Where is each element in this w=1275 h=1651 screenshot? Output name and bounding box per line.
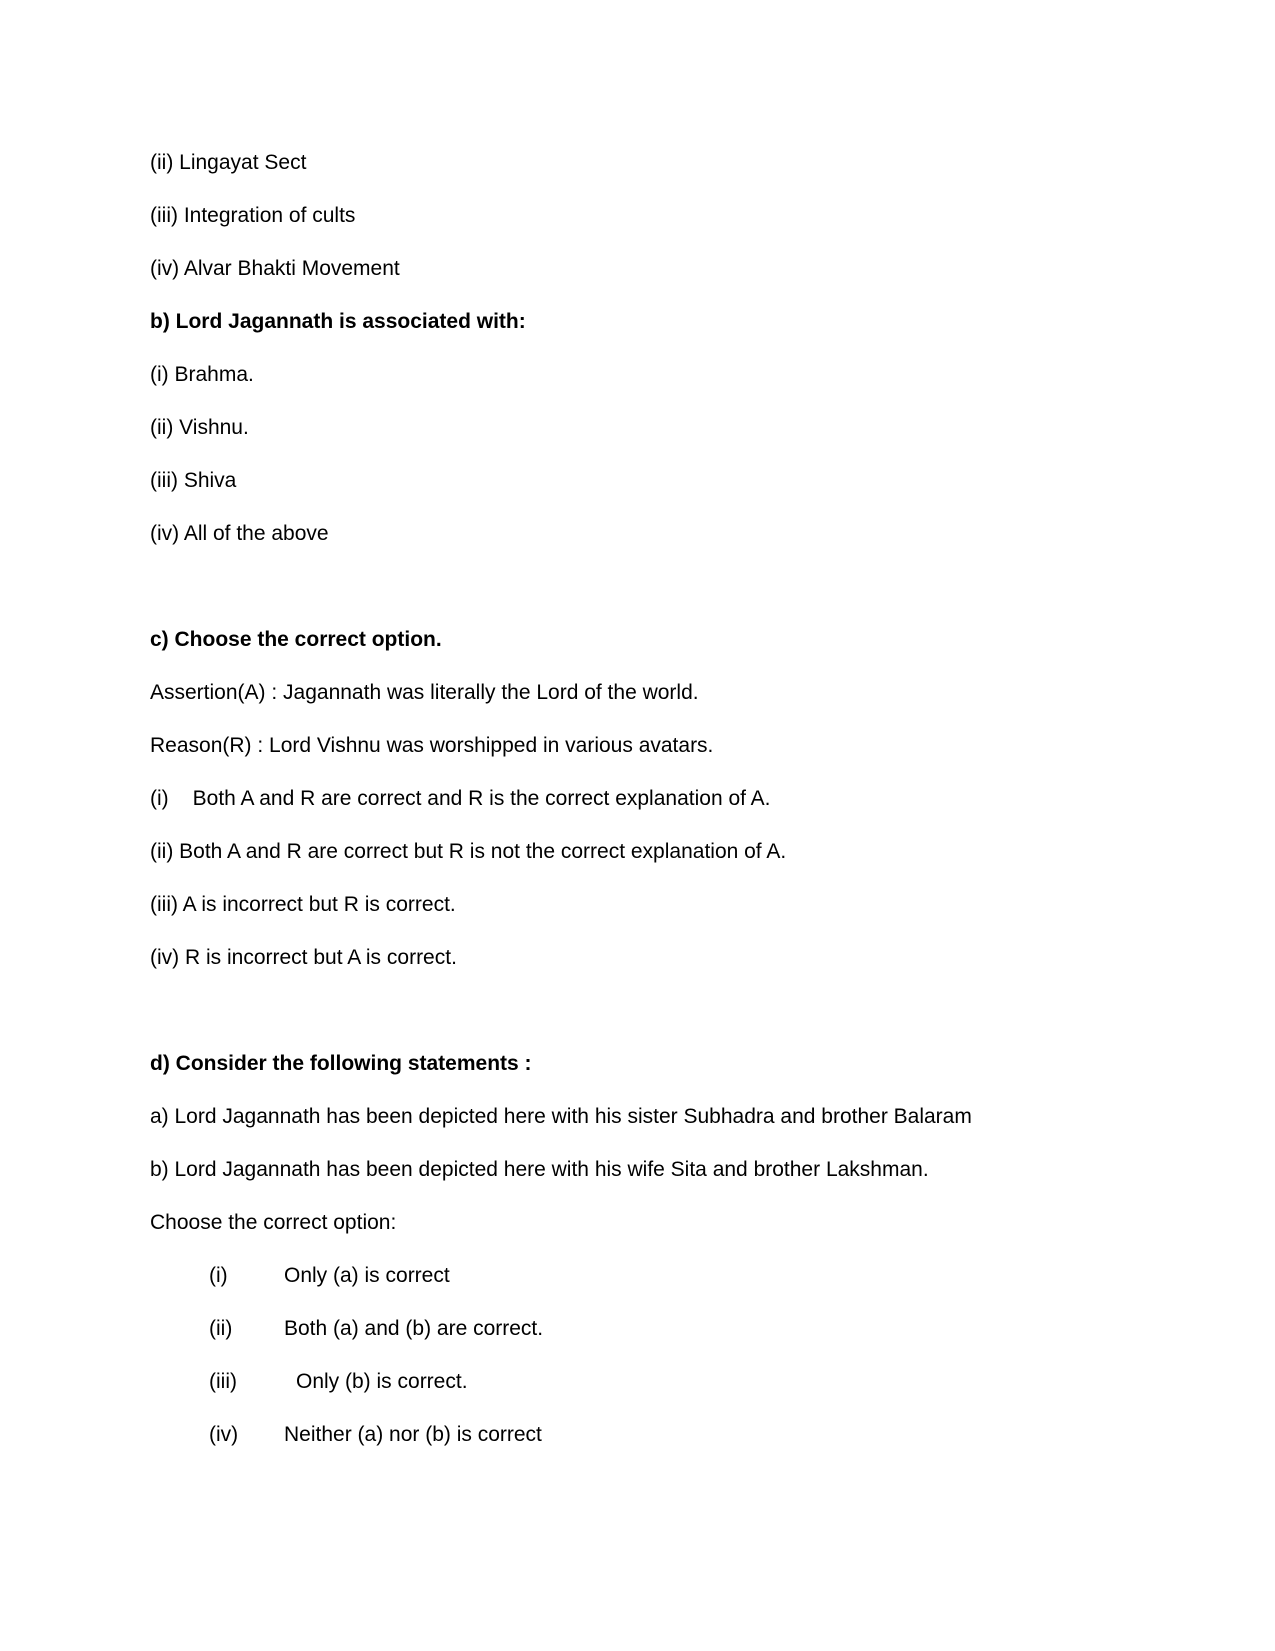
q-a-option-iii: (iii) Integration of cults — [150, 204, 356, 227]
q-d-option-iv-num: (iv) — [209, 1423, 239, 1446]
q-b-option-i: (i) Brahma. — [150, 363, 254, 386]
q-a-option-iv: (iv) Alvar Bhakti Movement — [150, 257, 400, 280]
q-d-option-ii-num: (ii) — [209, 1317, 233, 1340]
q-d-option-iii-num: (iii) — [209, 1370, 237, 1393]
q-c-option-ii: (ii) Both A and R are correct but R is not the correct explanation of A. — [150, 840, 787, 863]
q-d-statement-b: b) Lord Jagannath has been depicted here with his wife Sita and brother Lakshman. — [150, 1158, 929, 1181]
q-c-heading: c) Choose the correct option. — [150, 628, 442, 651]
q-c-option-iii: (iii) A is incorrect but R is correct. — [150, 893, 456, 916]
q-d-option-i-num: (i) — [209, 1264, 228, 1287]
q-c-option-i-num: (i) — [150, 787, 169, 810]
q-c-option-i-text: Both A and R are correct and R is the correct explanation of A. — [192, 787, 771, 810]
q-c-reason: Reason(R) : Lord Vishnu was worshipped in various avatars. — [150, 734, 714, 757]
q-d-statement-a: a) Lord Jagannath has been depicted here with his sister Subhadra and brother Balaram — [150, 1105, 972, 1128]
q-c-option-iv: (iv) R is incorrect but A is correct. — [150, 946, 457, 969]
q-b-option-ii: (ii) Vishnu. — [150, 416, 249, 439]
q-d-heading: d) Consider the following statements : — [150, 1052, 532, 1075]
q-b-option-iii: (iii) Shiva — [150, 469, 237, 492]
q-d-option-i-text: Only (a) is correct — [284, 1264, 450, 1287]
q-b-heading: b) Lord Jagannath is associated with: — [150, 310, 526, 333]
q-d-option-iii-text: Only (b) is correct. — [296, 1370, 468, 1393]
q-d-option-iv-text: Neither (a) nor (b) is correct — [284, 1423, 542, 1446]
q-d-option-ii-text: Both (a) and (b) are correct. — [284, 1317, 544, 1340]
q-d-prompt: Choose the correct option: — [150, 1211, 397, 1234]
q-c-assertion: Assertion(A) : Jagannath was literally the Lord of the world. — [150, 681, 699, 704]
q-c-option-i — [150, 786, 770, 812]
q-a-option-ii: (ii) Lingayat Sect — [150, 151, 307, 174]
q-b-option-iv: (iv) All of the above — [150, 522, 329, 545]
